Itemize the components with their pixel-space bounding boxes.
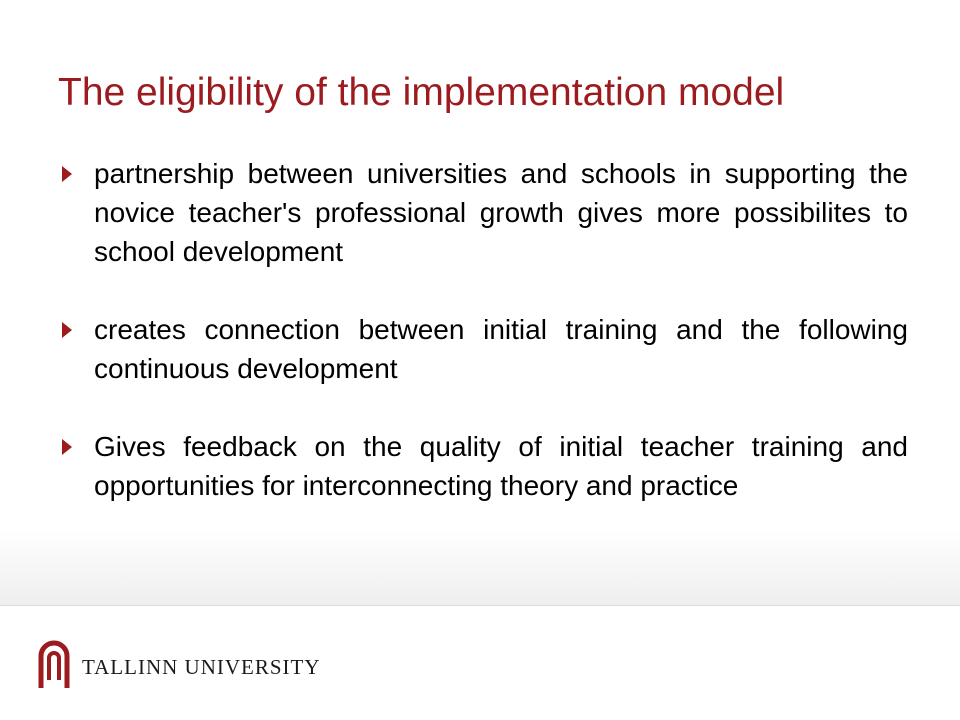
triangle-bullet-icon <box>62 439 72 455</box>
triangle-bullet-icon <box>62 166 72 182</box>
bullet-item <box>58 310 908 388</box>
bullet-text: Gives feedback on the quality of initial teacher training and opportunities for interconnecting theory and practice <box>94 431 908 501</box>
bullet-item <box>58 427 908 505</box>
triangle-bullet-icon <box>62 322 72 338</box>
tallinn-university-logo-icon <box>36 636 72 688</box>
bullet-item <box>58 154 908 271</box>
bullet-list <box>58 154 908 544</box>
bullet-text: creates connection between initial training and the following continuous development <box>94 314 908 384</box>
university-name: TALLINN UNIVERSITY <box>82 655 321 679</box>
bullet-text: partnership between universities and schools in supporting the novice teacher's professional growth gives more possibilites to school development <box>94 158 908 267</box>
slide-title: The eligibility of the implementation model <box>58 71 785 114</box>
